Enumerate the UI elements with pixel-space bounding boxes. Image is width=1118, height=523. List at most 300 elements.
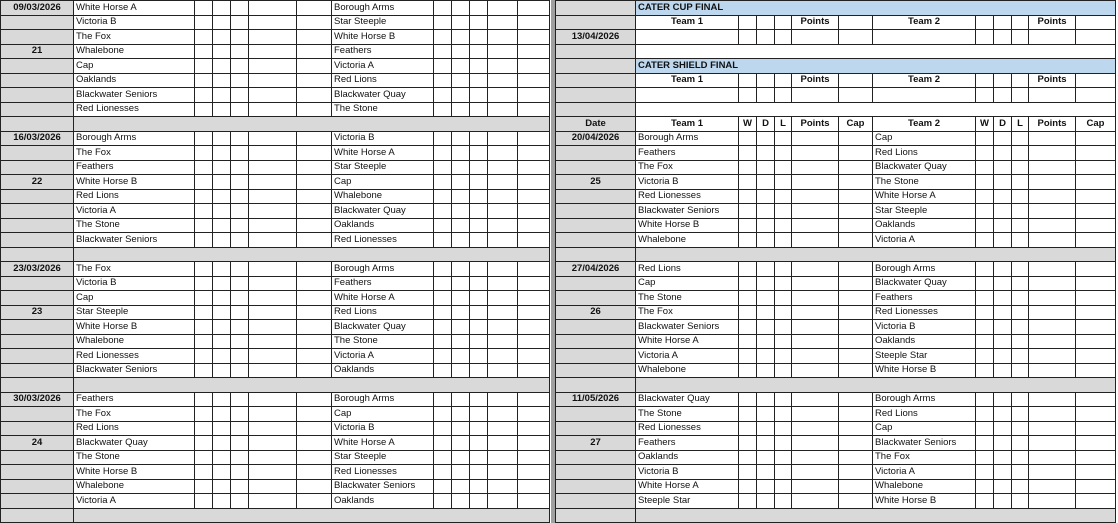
away-score-cell[interactable] [976,262,994,277]
away-score-cell[interactable] [994,233,1012,248]
away-score-cell[interactable] [488,233,518,248]
home-score-cell[interactable] [792,450,839,465]
away-score-cell[interactable] [434,189,452,204]
away-score-cell[interactable] [518,131,550,146]
away-score-cell[interactable] [518,479,550,494]
away-score-cell[interactable] [452,102,470,117]
away-score-cell[interactable] [1029,363,1076,378]
home-score-cell[interactable] [739,218,757,233]
home-score-cell[interactable] [213,276,231,291]
home-score-cell[interactable] [213,88,231,103]
away-score-cell[interactable] [994,262,1012,277]
home-score-cell[interactable] [213,262,231,277]
away-score-cell[interactable] [452,233,470,248]
shield-final-score-cell[interactable] [636,88,739,103]
shield-final-score-cell[interactable] [1029,88,1076,103]
home-score-cell[interactable] [195,88,213,103]
away-score-cell[interactable] [434,1,452,16]
away-score-cell[interactable] [470,102,488,117]
home-score-cell[interactable] [297,363,332,378]
home-score-cell[interactable] [297,262,332,277]
away-score-cell[interactable] [1076,349,1116,364]
home-score-cell[interactable] [775,146,792,161]
away-score-cell[interactable] [488,30,518,45]
home-score-cell[interactable] [775,436,792,451]
away-score-cell[interactable] [1076,204,1116,219]
home-score-cell[interactable] [195,160,213,175]
home-score-cell[interactable] [775,218,792,233]
home-score-cell[interactable] [739,320,757,335]
home-score-cell[interactable] [249,102,297,117]
away-score-cell[interactable] [1012,421,1029,436]
home-score-cell[interactable] [739,175,757,190]
home-score-cell[interactable] [231,262,249,277]
away-score-cell[interactable] [452,363,470,378]
away-score-cell[interactable] [452,175,470,190]
home-score-cell[interactable] [297,204,332,219]
away-score-cell[interactable] [994,175,1012,190]
away-score-cell[interactable] [1029,131,1076,146]
home-score-cell[interactable] [195,102,213,117]
away-score-cell[interactable] [434,479,452,494]
home-score-cell[interactable] [297,407,332,422]
home-score-cell[interactable] [757,320,775,335]
away-score-cell[interactable] [1029,146,1076,161]
away-score-cell[interactable] [1012,305,1029,320]
away-score-cell[interactable] [452,349,470,364]
away-score-cell[interactable] [470,450,488,465]
away-score-cell[interactable] [518,436,550,451]
home-score-cell[interactable] [757,334,775,349]
home-score-cell[interactable] [249,218,297,233]
away-score-cell[interactable] [518,349,550,364]
home-score-cell[interactable] [213,363,231,378]
home-score-cell[interactable] [839,218,873,233]
shield-final-score-cell[interactable] [976,88,994,103]
shield-final-score-cell[interactable] [739,88,757,103]
away-score-cell[interactable] [518,88,550,103]
away-score-cell[interactable] [1012,233,1029,248]
home-score-cell[interactable] [775,189,792,204]
home-score-cell[interactable] [739,494,757,509]
away-score-cell[interactable] [488,146,518,161]
home-score-cell[interactable] [757,189,775,204]
away-score-cell[interactable] [1012,146,1029,161]
home-score-cell[interactable] [775,450,792,465]
home-score-cell[interactable] [792,131,839,146]
home-score-cell[interactable] [792,160,839,175]
home-score-cell[interactable] [775,175,792,190]
home-score-cell[interactable] [195,131,213,146]
cup-final-score-cell[interactable] [1029,30,1076,45]
home-score-cell[interactable] [195,392,213,407]
away-score-cell[interactable] [1076,450,1116,465]
away-score-cell[interactable] [470,363,488,378]
home-score-cell[interactable] [297,1,332,16]
away-score-cell[interactable] [976,421,994,436]
home-score-cell[interactable] [231,44,249,59]
away-score-cell[interactable] [976,392,994,407]
away-score-cell[interactable] [488,407,518,422]
away-score-cell[interactable] [470,1,488,16]
home-score-cell[interactable] [213,436,231,451]
cup-final-score-cell[interactable] [757,30,775,45]
home-score-cell[interactable] [195,233,213,248]
away-score-cell[interactable] [1029,320,1076,335]
away-score-cell[interactable] [470,59,488,74]
home-score-cell[interactable] [297,189,332,204]
home-score-cell[interactable] [297,421,332,436]
home-score-cell[interactable] [757,146,775,161]
home-score-cell[interactable] [739,276,757,291]
away-score-cell[interactable] [518,276,550,291]
away-score-cell[interactable] [452,450,470,465]
home-score-cell[interactable] [297,494,332,509]
home-score-cell[interactable] [792,479,839,494]
away-score-cell[interactable] [488,436,518,451]
away-score-cell[interactable] [1029,189,1076,204]
away-score-cell[interactable] [976,189,994,204]
home-score-cell[interactable] [249,233,297,248]
away-score-cell[interactable] [976,450,994,465]
home-score-cell[interactable] [231,160,249,175]
away-score-cell[interactable] [488,421,518,436]
away-score-cell[interactable] [1076,262,1116,277]
home-score-cell[interactable] [297,349,332,364]
away-score-cell[interactable] [470,262,488,277]
away-score-cell[interactable] [518,305,550,320]
away-score-cell[interactable] [470,392,488,407]
home-score-cell[interactable] [792,465,839,480]
home-score-cell[interactable] [231,494,249,509]
away-score-cell[interactable] [1012,160,1029,175]
home-score-cell[interactable] [195,334,213,349]
away-score-cell[interactable] [976,334,994,349]
home-score-cell[interactable] [792,175,839,190]
home-score-cell[interactable] [839,450,873,465]
home-score-cell[interactable] [231,102,249,117]
away-score-cell[interactable] [994,479,1012,494]
away-score-cell[interactable] [470,407,488,422]
home-score-cell[interactable] [249,276,297,291]
away-score-cell[interactable] [1029,334,1076,349]
away-score-cell[interactable] [994,334,1012,349]
away-score-cell[interactable] [518,450,550,465]
home-score-cell[interactable] [231,15,249,30]
home-score-cell[interactable] [792,189,839,204]
home-score-cell[interactable] [775,407,792,422]
away-score-cell[interactable] [994,204,1012,219]
home-score-cell[interactable] [249,334,297,349]
away-score-cell[interactable] [434,421,452,436]
home-score-cell[interactable] [249,494,297,509]
home-score-cell[interactable] [297,320,332,335]
away-score-cell[interactable] [452,276,470,291]
home-score-cell[interactable] [775,204,792,219]
home-score-cell[interactable] [775,334,792,349]
away-score-cell[interactable] [470,146,488,161]
home-score-cell[interactable] [792,305,839,320]
home-score-cell[interactable] [249,204,297,219]
home-score-cell[interactable] [249,392,297,407]
home-score-cell[interactable] [739,262,757,277]
away-score-cell[interactable] [452,73,470,88]
away-score-cell[interactable] [1012,276,1029,291]
home-score-cell[interactable] [231,291,249,306]
home-score-cell[interactable] [775,465,792,480]
home-score-cell[interactable] [231,276,249,291]
away-score-cell[interactable] [452,421,470,436]
away-score-cell[interactable] [452,465,470,480]
home-score-cell[interactable] [839,392,873,407]
home-score-cell[interactable] [213,233,231,248]
away-score-cell[interactable] [452,1,470,16]
home-score-cell[interactable] [231,349,249,364]
away-score-cell[interactable] [1076,189,1116,204]
away-score-cell[interactable] [434,363,452,378]
home-score-cell[interactable] [839,349,873,364]
home-score-cell[interactable] [213,450,231,465]
home-score-cell[interactable] [231,59,249,74]
away-score-cell[interactable] [452,262,470,277]
away-score-cell[interactable] [1029,291,1076,306]
cup-final-score-cell[interactable] [976,30,994,45]
home-score-cell[interactable] [739,204,757,219]
away-score-cell[interactable] [434,131,452,146]
away-score-cell[interactable] [452,392,470,407]
away-score-cell[interactable] [1029,160,1076,175]
away-score-cell[interactable] [488,102,518,117]
home-score-cell[interactable] [249,146,297,161]
away-score-cell[interactable] [488,450,518,465]
home-score-cell[interactable] [249,73,297,88]
home-score-cell[interactable] [775,320,792,335]
away-score-cell[interactable] [470,131,488,146]
home-score-cell[interactable] [195,175,213,190]
away-score-cell[interactable] [434,436,452,451]
away-score-cell[interactable] [1029,494,1076,509]
away-score-cell[interactable] [976,407,994,422]
away-score-cell[interactable] [1012,291,1029,306]
home-score-cell[interactable] [297,392,332,407]
shield-final-score-cell[interactable] [839,88,873,103]
away-score-cell[interactable] [470,320,488,335]
away-score-cell[interactable] [518,102,550,117]
home-score-cell[interactable] [757,218,775,233]
cup-final-score-cell[interactable] [1076,30,1116,45]
home-score-cell[interactable] [775,392,792,407]
home-score-cell[interactable] [297,160,332,175]
away-score-cell[interactable] [452,88,470,103]
away-score-cell[interactable] [518,15,550,30]
home-score-cell[interactable] [195,363,213,378]
home-score-cell[interactable] [249,1,297,16]
home-score-cell[interactable] [739,291,757,306]
away-score-cell[interactable] [488,392,518,407]
away-score-cell[interactable] [488,1,518,16]
away-score-cell[interactable] [518,262,550,277]
home-score-cell[interactable] [249,175,297,190]
home-score-cell[interactable] [213,392,231,407]
home-score-cell[interactable] [775,276,792,291]
home-score-cell[interactable] [839,479,873,494]
away-score-cell[interactable] [452,59,470,74]
cup-final-score-cell[interactable] [1012,30,1029,45]
away-score-cell[interactable] [470,334,488,349]
away-score-cell[interactable] [518,160,550,175]
away-score-cell[interactable] [518,44,550,59]
home-score-cell[interactable] [297,146,332,161]
away-score-cell[interactable] [452,131,470,146]
away-score-cell[interactable] [434,146,452,161]
away-score-cell[interactable] [976,233,994,248]
home-score-cell[interactable] [231,88,249,103]
home-score-cell[interactable] [839,334,873,349]
home-score-cell[interactable] [757,450,775,465]
away-score-cell[interactable] [994,131,1012,146]
away-score-cell[interactable] [518,73,550,88]
away-score-cell[interactable] [488,494,518,509]
home-score-cell[interactable] [839,291,873,306]
cup-final-score-cell[interactable] [994,30,1012,45]
home-score-cell[interactable] [249,131,297,146]
home-score-cell[interactable] [739,363,757,378]
home-score-cell[interactable] [231,30,249,45]
away-score-cell[interactable] [488,276,518,291]
home-score-cell[interactable] [249,450,297,465]
away-score-cell[interactable] [452,15,470,30]
away-score-cell[interactable] [1012,479,1029,494]
away-score-cell[interactable] [1029,218,1076,233]
home-score-cell[interactable] [839,276,873,291]
home-score-cell[interactable] [739,421,757,436]
away-score-cell[interactable] [1029,262,1076,277]
home-score-cell[interactable] [757,175,775,190]
away-score-cell[interactable] [452,218,470,233]
away-score-cell[interactable] [452,146,470,161]
away-score-cell[interactable] [488,88,518,103]
home-score-cell[interactable] [775,160,792,175]
away-score-cell[interactable] [994,465,1012,480]
away-score-cell[interactable] [488,131,518,146]
home-score-cell[interactable] [297,175,332,190]
home-score-cell[interactable] [249,305,297,320]
shield-final-score-cell[interactable] [873,88,976,103]
home-score-cell[interactable] [739,450,757,465]
home-score-cell[interactable] [195,15,213,30]
home-score-cell[interactable] [231,407,249,422]
away-score-cell[interactable] [976,436,994,451]
away-score-cell[interactable] [452,494,470,509]
away-score-cell[interactable] [488,189,518,204]
home-score-cell[interactable] [792,392,839,407]
home-score-cell[interactable] [231,320,249,335]
away-score-cell[interactable] [452,407,470,422]
away-score-cell[interactable] [452,436,470,451]
home-score-cell[interactable] [739,436,757,451]
home-score-cell[interactable] [839,363,873,378]
home-score-cell[interactable] [839,131,873,146]
home-score-cell[interactable] [249,421,297,436]
away-score-cell[interactable] [1076,320,1116,335]
away-score-cell[interactable] [470,494,488,509]
away-score-cell[interactable] [994,320,1012,335]
home-score-cell[interactable] [195,44,213,59]
home-score-cell[interactable] [792,421,839,436]
away-score-cell[interactable] [470,204,488,219]
away-score-cell[interactable] [434,59,452,74]
home-score-cell[interactable] [792,276,839,291]
away-score-cell[interactable] [994,305,1012,320]
away-score-cell[interactable] [518,320,550,335]
home-score-cell[interactable] [839,494,873,509]
away-score-cell[interactable] [1012,407,1029,422]
away-score-cell[interactable] [434,262,452,277]
home-score-cell[interactable] [195,204,213,219]
away-score-cell[interactable] [1012,349,1029,364]
shield-final-score-cell[interactable] [994,88,1012,103]
home-score-cell[interactable] [195,479,213,494]
away-score-cell[interactable] [976,291,994,306]
away-score-cell[interactable] [488,44,518,59]
away-score-cell[interactable] [1012,392,1029,407]
home-score-cell[interactable] [792,494,839,509]
away-score-cell[interactable] [1012,320,1029,335]
home-score-cell[interactable] [195,407,213,422]
home-score-cell[interactable] [231,218,249,233]
away-score-cell[interactable] [518,421,550,436]
away-score-cell[interactable] [1076,218,1116,233]
away-score-cell[interactable] [470,73,488,88]
away-score-cell[interactable] [488,465,518,480]
home-score-cell[interactable] [213,218,231,233]
home-score-cell[interactable] [249,189,297,204]
away-score-cell[interactable] [994,407,1012,422]
away-score-cell[interactable] [470,160,488,175]
home-score-cell[interactable] [792,146,839,161]
away-score-cell[interactable] [994,189,1012,204]
away-score-cell[interactable] [976,349,994,364]
home-score-cell[interactable] [297,30,332,45]
away-score-cell[interactable] [434,73,452,88]
away-score-cell[interactable] [434,349,452,364]
away-score-cell[interactable] [434,450,452,465]
home-score-cell[interactable] [297,291,332,306]
home-score-cell[interactable] [231,305,249,320]
home-score-cell[interactable] [757,479,775,494]
home-score-cell[interactable] [249,465,297,480]
home-score-cell[interactable] [297,102,332,117]
home-score-cell[interactable] [775,479,792,494]
away-score-cell[interactable] [434,233,452,248]
away-score-cell[interactable] [488,320,518,335]
home-score-cell[interactable] [249,15,297,30]
home-score-cell[interactable] [757,305,775,320]
home-score-cell[interactable] [249,30,297,45]
home-score-cell[interactable] [739,479,757,494]
away-score-cell[interactable] [434,44,452,59]
away-score-cell[interactable] [470,175,488,190]
home-score-cell[interactable] [195,276,213,291]
home-score-cell[interactable] [231,189,249,204]
away-score-cell[interactable] [452,204,470,219]
away-score-cell[interactable] [1029,421,1076,436]
home-score-cell[interactable] [739,465,757,480]
home-score-cell[interactable] [792,291,839,306]
home-score-cell[interactable] [195,436,213,451]
away-score-cell[interactable] [488,204,518,219]
home-score-cell[interactable] [739,334,757,349]
